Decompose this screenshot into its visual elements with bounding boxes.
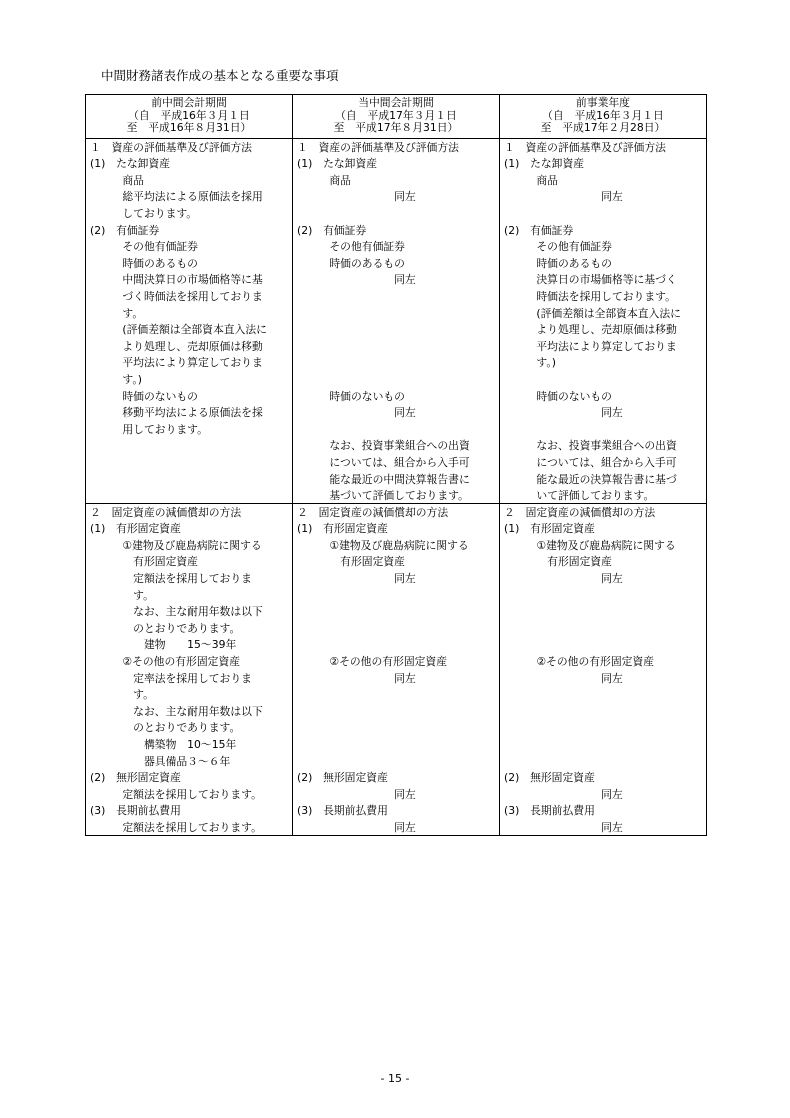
text-line: づく時価法を採用しておりま bbox=[90, 289, 263, 303]
text-line: 同左 bbox=[504, 820, 623, 834]
section2-col1-cell bbox=[86, 504, 292, 835]
period-name: 前事業年度 bbox=[576, 96, 630, 109]
text-line: 器具備品３～６年 bbox=[90, 754, 231, 768]
text-line: (1) たな卸資産 bbox=[297, 157, 378, 171]
text-line: (2) 有価証券 bbox=[90, 223, 160, 237]
text-line: 時価のあるもの bbox=[504, 256, 612, 270]
text-line: 同左 bbox=[297, 273, 416, 287]
text-line: ②その他の有形固定資産 bbox=[90, 654, 241, 668]
text-line: す。 bbox=[90, 588, 154, 602]
col-header-prior-year bbox=[500, 95, 707, 139]
text-line: 用しております。 bbox=[90, 422, 208, 436]
text-line: 同左 bbox=[504, 571, 623, 585]
text-line: ２ 固定資産の減価償却の方法 bbox=[90, 505, 242, 519]
text-line: 基づいて評価しております。 bbox=[297, 489, 469, 503]
text-line: １ 資産の評価基準及び評価方法 bbox=[90, 140, 252, 154]
text-line: 時価のあるもの bbox=[90, 256, 198, 270]
text-line: その他有価証券 bbox=[90, 240, 198, 254]
text-line: 定率法を採用しておりま bbox=[90, 671, 252, 685]
period-to: 至 平成16年８月31日） bbox=[126, 121, 252, 134]
text-line: (1) 有形固定資産 bbox=[297, 522, 388, 536]
period-from: （自 平成17年３月１日 bbox=[335, 108, 457, 122]
text-line: その他有価証券 bbox=[504, 240, 612, 254]
section2-col3-cell bbox=[500, 504, 706, 835]
text-line: (3) 長期前払費用 bbox=[297, 804, 388, 818]
text-line: 同左 bbox=[297, 820, 416, 834]
text-line: なお、主な耐用年数は以下 bbox=[90, 605, 263, 619]
text-line: (1) たな卸資産 bbox=[504, 157, 585, 171]
text-line: ①建物及び鹿島病院に関する bbox=[90, 538, 262, 552]
text-line: 時価法を採用しております。 bbox=[504, 289, 676, 303]
text-line: (2) 無形固定資産 bbox=[90, 771, 181, 785]
section1-col2-cell bbox=[293, 139, 499, 503]
text-line: 平均法により算定しておりま bbox=[90, 356, 263, 370]
text-line: (評価差額は全部資本直入法に bbox=[90, 323, 267, 337]
col-header-current-interim bbox=[293, 95, 500, 139]
text-line: 総平均法による原価法を採用 bbox=[90, 190, 263, 204]
text-line: なお、投資事業組合への出資 bbox=[504, 439, 677, 453]
text-line: ２ 固定資産の減価償却の方法 bbox=[297, 505, 449, 519]
text-line: 移動平均法による原価法を採 bbox=[90, 406, 263, 420]
text-line: 同左 bbox=[504, 787, 623, 801]
text-line: 中間決算日の市場価格等に基 bbox=[90, 273, 263, 287]
text-line: のとおりであります。 bbox=[90, 721, 241, 735]
text-line: ２ 固定資産の減価償却の方法 bbox=[504, 505, 656, 519]
period-name: 前中間会計期間 bbox=[151, 96, 227, 109]
text-line: (1) 有形固定資産 bbox=[504, 522, 595, 536]
text-line: ②その他の有形固定資産 bbox=[504, 654, 655, 668]
text-line: １ 資産の評価基準及び評価方法 bbox=[504, 140, 666, 154]
text-line: 同左 bbox=[504, 406, 623, 420]
text-line: 定額法を採用しておりま bbox=[90, 571, 252, 585]
text-line: 能な最近の中間決算報告書に bbox=[297, 472, 470, 486]
section-valuation-row bbox=[86, 138, 707, 503]
text-line: 同左 bbox=[297, 787, 416, 801]
text-line: (2) 無形固定資産 bbox=[504, 771, 595, 785]
period-from: （自 平成16年３月１日 bbox=[128, 108, 250, 122]
text-line: (3) 長期前払費用 bbox=[90, 804, 181, 818]
text-line: す。) bbox=[90, 372, 142, 386]
text-line: 同左 bbox=[297, 571, 416, 585]
text-line: その他有価証券 bbox=[297, 240, 405, 254]
section-depreciation-row bbox=[86, 503, 707, 835]
text-line: 商品 bbox=[297, 173, 351, 187]
text-line: 時価のないもの bbox=[297, 389, 405, 403]
text-line: (2) 無形固定資産 bbox=[297, 771, 388, 785]
period-name: 当中間会計期間 bbox=[358, 96, 434, 109]
text-line: なお、投資事業組合への出資 bbox=[297, 439, 470, 453]
text-line: 決算日の市場価格等に基づく bbox=[504, 273, 677, 287]
text-line: 建物 15～39年 bbox=[90, 638, 237, 652]
text-line: 同左 bbox=[297, 671, 416, 685]
text-line: 定額法を採用しております。 bbox=[90, 820, 262, 834]
text-line: 平均法により算定しておりま bbox=[504, 339, 677, 353]
text-line: (1) 有形固定資産 bbox=[90, 522, 181, 536]
text-line: については、組合から入手可 bbox=[297, 455, 470, 469]
text-line: す。 bbox=[90, 688, 154, 702]
text-line: (2) 有価証券 bbox=[504, 223, 574, 237]
section1-col1-cell bbox=[86, 139, 292, 503]
header-row bbox=[86, 95, 707, 139]
text-line: ①建物及び鹿島病院に関する bbox=[297, 538, 469, 552]
section2-col2-cell bbox=[293, 504, 499, 835]
text-line: より処理し、売却原価は移動 bbox=[504, 323, 677, 337]
text-line: いて評価しております。 bbox=[504, 489, 655, 503]
text-line: １ 資産の評価基準及び評価方法 bbox=[297, 140, 459, 154]
text-line: ②その他の有形固定資産 bbox=[297, 654, 448, 668]
text-line: ①建物及び鹿島病院に関する bbox=[504, 538, 676, 552]
text-line: 同左 bbox=[504, 190, 623, 204]
text-line: す。 bbox=[90, 306, 144, 320]
text-line: 時価のないもの bbox=[90, 389, 198, 403]
text-line: 同左 bbox=[504, 671, 623, 685]
text-line: 有形固定資産 bbox=[297, 555, 405, 569]
col-header-prior-interim bbox=[86, 95, 293, 139]
text-line: 能な最近の決算報告書に基づ bbox=[504, 472, 677, 486]
text-line: なお、主な耐用年数は以下 bbox=[90, 704, 263, 718]
text-line: 有形固定資産 bbox=[90, 555, 198, 569]
text-line: しております。 bbox=[90, 206, 198, 220]
text-line: のとおりであります。 bbox=[90, 621, 241, 635]
page-number: - 15 - bbox=[380, 1072, 410, 1085]
text-line: 時価のないもの bbox=[504, 389, 612, 403]
text-line: 定額法を採用しております。 bbox=[90, 787, 262, 801]
period-to: 至 平成17年８月31日） bbox=[333, 121, 459, 134]
period-to: 至 平成17年２月28日） bbox=[540, 121, 666, 134]
text-line: (2) 有価証券 bbox=[297, 223, 367, 237]
text-line: については、組合から入手可 bbox=[504, 455, 677, 469]
text-line: より処理し、売却原価は移動 bbox=[90, 339, 263, 353]
text-line: 有形固定資産 bbox=[504, 555, 612, 569]
text-line: 時価のあるもの bbox=[297, 256, 405, 270]
text-line: 同左 bbox=[297, 406, 416, 420]
text-line: 構築物 10～15年 bbox=[90, 737, 237, 751]
text-line: 商品 bbox=[90, 173, 144, 187]
text-line: (評価差額は全部資本直入法に bbox=[504, 306, 681, 320]
page-title: 中間財務諸表作成の基本となる重要な事項 bbox=[101, 68, 339, 83]
period-from: （自 平成16年３月１日 bbox=[542, 108, 664, 122]
text-line: 商品 bbox=[504, 173, 558, 187]
text-line: す。) bbox=[504, 356, 556, 370]
text-line: (1) たな卸資産 bbox=[90, 157, 171, 171]
accounting-policies-table bbox=[85, 94, 707, 836]
text-line: (3) 長期前払費用 bbox=[504, 804, 595, 818]
section1-col3-cell bbox=[500, 139, 706, 503]
text-line: 同左 bbox=[297, 190, 416, 204]
